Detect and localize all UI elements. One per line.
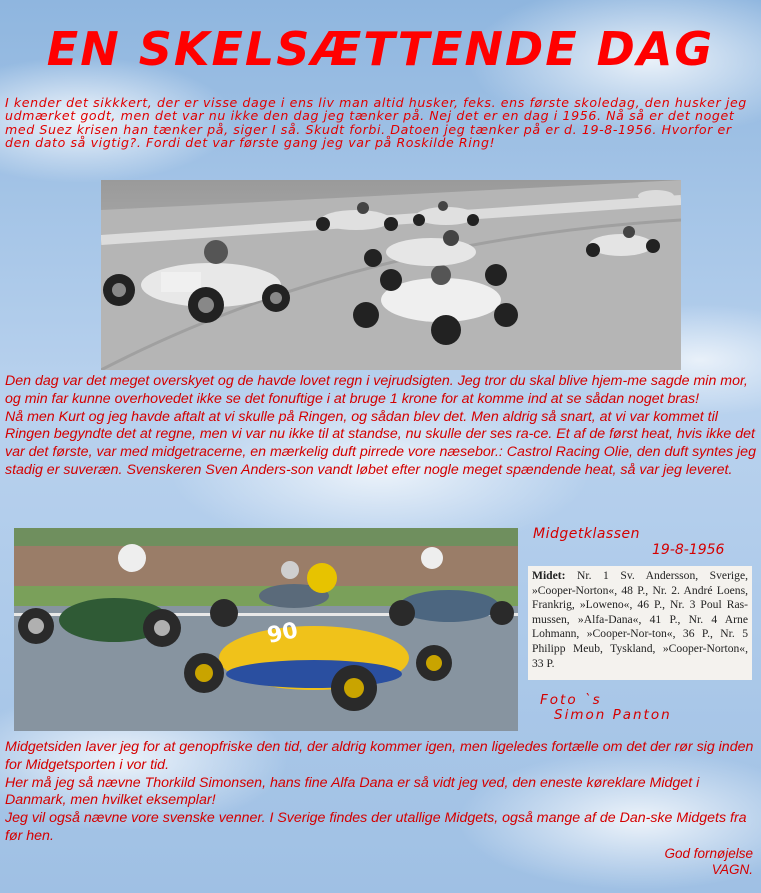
story-paragraph: Jeg vil også nævne vore svenske venner. I Sverige findes der utallige Midgets, også mange af de Dan-ske Midgets fra før hen. [5,810,747,844]
photo-credit-line1: Foto `s [540,692,602,708]
story-paragraph: Nå men Kurt og jeg havde aftalt at vi skulle på Ringen, og sådan blev det. Men aldrig så snart, at vi var kommet til Ringen begyndte det at regne, men vi var nu ikke til at standse, nu skulle der ses ra-ce. Et af de først heat, hvis ikke det var det første, var med midgetracerne, en mærkelig duft pirrede vore næsebor.: Castrol Racing Olie, den duft syntes jeg stadig er suveræn. Svenskeren Sven Anders-son vandt løbet efter nogle meget spændende heat, så var jeg leveret. [5,408,756,478]
caption-class: Midgetklassen [533,526,640,542]
story-paragraph: Den dag var det meget overskyet og de havde lovet regn i vejrudsigten. Jeg tror du skal blive hjem-me sagde min mor, og min far kunne overhovedet ikke se det fonuftige i at bruge 1 krone for at komme ind at se sådan noget bras! [5,373,748,407]
story-text-upper [5,373,757,480]
page-title: EN SKELSÆTTENDE DAG [46,22,715,76]
story-paragraph: Her må jeg så nævne Thorkild Simonsen, hans fine Alfa Dana er så vidt jeg ved, den eneste køreklare Midget i Danmark, men hvilket eksemplar! [5,774,700,809]
signoff-greeting: God fornøjelse [664,846,753,861]
caption-date: 19-8-1956 [652,542,725,558]
modern-race-photo [14,528,518,731]
signoff-author: VAGN. [711,862,753,877]
historic-race-photo-image [101,180,681,370]
newspaper-clipping [528,566,752,680]
intro-paragraph: I kender det sikkkert, der er visse dage i ens liv man altid husker, feks. ens første skoledag, den husker jeg udmærket godt, men det var nu ikke den dag jeg tænker på. Nej det er en dag i 1956. Nå så er det noget med Suez krisen han tænker på, siger I så. Skudt forbi. Datoen jeg tænker på er d. 19-8-1956. Hvorfor er den dato så vigtig?. Fordi det var første gang jeg var på Roskilde Ring! [5,95,747,151]
modern-race-photo-image [14,528,518,731]
clipping-lead: Midet: [532,569,566,582]
story-text-lower [5,739,757,846]
svg-text:90: 90 [265,618,301,649]
clipping-text: Nr. 1 Sv. Andersson, Sverige, »Cooper-Norton«, 48 P., Nr. 2. André Loens, Frankrig, »Loweno«, 46 P., Nr. 3 Poul Ras-mussen, »Alfa-Dana«, 41 P., Nr. 4 Arne Lohmann, »Cooper-Nor-ton«, 36 P., Nr. 5 Philipp Meub, Tyskland, »Cooper-Norton«, 33 P. [532,569,748,670]
signoff [664,846,753,878]
story-paragraph: Midgetsiden laver jeg for at genopfriske den tid, der aldrig kommer igen, men ligeledes fortælle om det der rør sig inden for Midgetsporten i vor tid. [5,739,754,773]
photo-credit [540,693,672,723]
historic-race-photo [101,180,681,370]
photo-credit-line2: Simon Panton [554,707,672,723]
